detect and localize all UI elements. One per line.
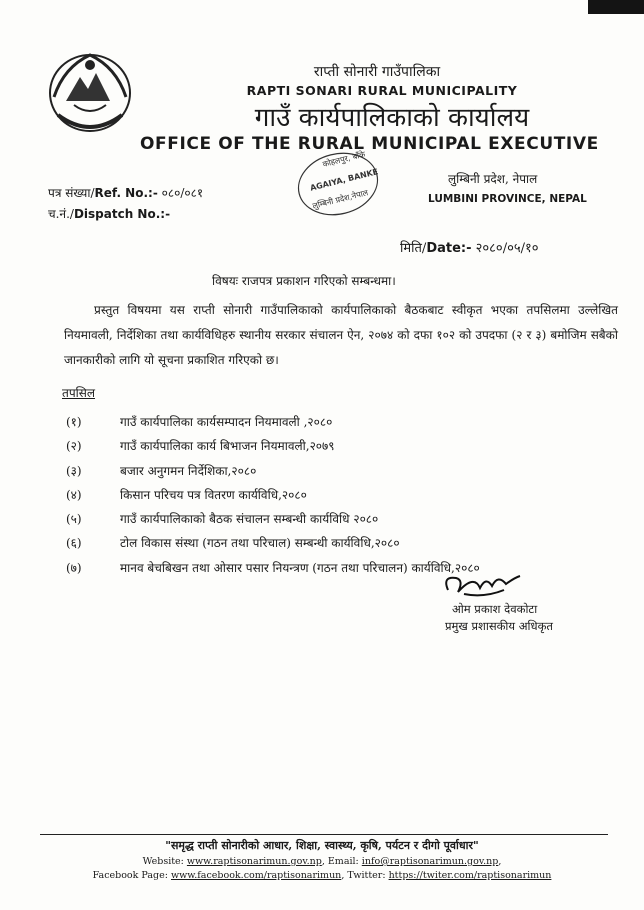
email-link[interactable]: info@raptisonarimun.gov.np <box>361 856 499 867</box>
date-label-nepali: मिति/ <box>400 241 427 256</box>
footer-contact: Website: www.raptisonarimun.gov.np, Email: info@raptisonarimun.gov.np, <box>142 856 502 867</box>
stamp-line-1: कोहलपुर, बाँके <box>321 150 367 169</box>
office-name-nepali: गाउँ कार्यपालिकाको कार्यालय <box>254 103 530 133</box>
list-item-text: गाउँ कार्यपालिका कार्यसम्पादन नियमावली ,२०८० <box>120 415 333 429</box>
dispatch-label-nepali: च.नं./ <box>48 207 74 221</box>
list-item-text: किसान परिचय पत्र वितरण कार्यविधि,२०८० <box>120 487 307 502</box>
list-item-number: (७) <box>66 560 82 575</box>
province-nepali: लुम्बिनी प्रदेश, नेपाल <box>448 172 538 186</box>
ref-label-english: Ref. No.:- <box>94 186 158 200</box>
list-item-text: बजार अनुगमन निर्देशिका,२०८० <box>120 463 257 478</box>
ref-value: ०८०/०८१ <box>161 186 204 200</box>
office-name-english: OFFICE OF THE RURAL MUNICIPAL EXECUTIVE <box>140 134 599 154</box>
municipality-name-nepali: राप्ती सोनारी गाउँपालिका <box>313 64 441 80</box>
document-list <box>66 413 606 583</box>
list-item-text: गाउँ कार्यपालिका कार्य बिभाजन नियमावली,२०७९ <box>120 439 335 454</box>
date-label-english: Date:- <box>426 241 472 256</box>
stamp-line-2: AGAIYA, BANKE <box>309 167 380 193</box>
email-label: Email: <box>327 856 359 867</box>
handwritten-signature <box>434 568 534 602</box>
letter-subject: विषयः राजपत्र प्रकाशन गरिएको सम्बन्धमा। <box>212 274 396 288</box>
dispatch-label-english: Dispatch No.:- <box>73 207 171 221</box>
municipality-name-english: RAPTI SONARI RURAL MUNICIPALITY <box>246 83 518 98</box>
list-heading: तपसिल <box>62 386 96 400</box>
body-paragraph: प्रस्तुत विषयमा यस राप्ती सोनारी गाउँपालिकाको कार्यपालिकाको बैठकबाट स्वीकृत भएका तपसिलमा उल्लेखित नियमावली, निर्देशिका तथा कार्यविधिहरु स्थानीय सरकार संचालन ऐन, २०७४ को दफा १०२ को उपदफा (२ र ३) बमोजिम सबैको जानकारीको लागि यो सूचना प्रकाशित गरिएको छ। <box>64 303 618 367</box>
signatory-name: ओम प्रकाश देवकोटा <box>452 602 538 616</box>
website-label: Website: <box>142 856 184 867</box>
list-item-number: (६) <box>66 536 82 551</box>
website-link[interactable]: www.raptisonarimun.gov.np <box>186 856 322 867</box>
list-item-number: (३) <box>66 463 82 478</box>
dispatch-number <box>48 205 170 222</box>
list-item <box>66 413 606 437</box>
reference-number <box>48 184 203 201</box>
list-item-number: (४) <box>66 487 82 502</box>
twitter-link[interactable]: https://twiter.com/raptisonarimun <box>388 870 552 881</box>
signatory-title: प्रमुख प्रशासकीय अधिकृत <box>445 619 553 633</box>
list-item-text: टोल विकास संस्था (गठन तथा परिचाल) सम्बन्धी कार्यविधि,२०८० <box>120 536 400 551</box>
province-english: LUMBINI PROVINCE, NEPAL <box>428 193 587 205</box>
facebook-label: Facebook Page: <box>92 870 168 881</box>
scan-edge-mark <box>588 0 644 14</box>
list-item-text: गाउँ कार्यपालिकाको बैठक संचालन सम्बन्धी कार्यविधि २०८० <box>120 512 379 527</box>
date-value: २०८०/०५/१० <box>475 241 539 256</box>
list-item-number: (२) <box>66 439 82 454</box>
list-item <box>66 534 606 558</box>
footer-slogan: "समृद्ध राप्ती सोनारीको आधार, शिक्षा, स्वास्थ्य, कृषि, पर्यटन र दीगो पूर्वाधार" <box>165 839 479 852</box>
footer-divider <box>40 834 608 835</box>
twitter-label: Twitter: <box>347 870 386 881</box>
ref-label-nepali: पत्र संख्या/ <box>48 186 95 200</box>
list-item-number: (५) <box>66 512 82 527</box>
list-item <box>66 510 606 534</box>
list-item-number: (१) <box>66 415 82 429</box>
letter-date <box>400 238 539 256</box>
list-item <box>66 437 606 461</box>
facebook-link[interactable]: www.facebook.com/raptisonarimun <box>171 870 342 881</box>
list-item <box>66 462 606 486</box>
stamp-line-3: लुम्बिनी प्रदेश,नेपाल <box>311 188 370 211</box>
list-item-text: मानव बेचबिखन तथा ओसार पसार नियन्त्रण (गठन तथा परिचालन) कार्यविधि,२०८० <box>120 560 480 575</box>
list-item <box>66 486 606 510</box>
footer-social: Facebook Page: www.facebook.com/raptisonarimun, Twitter: https://twiter.com/raptisonarimun <box>92 870 552 881</box>
office-stamp <box>288 150 388 218</box>
